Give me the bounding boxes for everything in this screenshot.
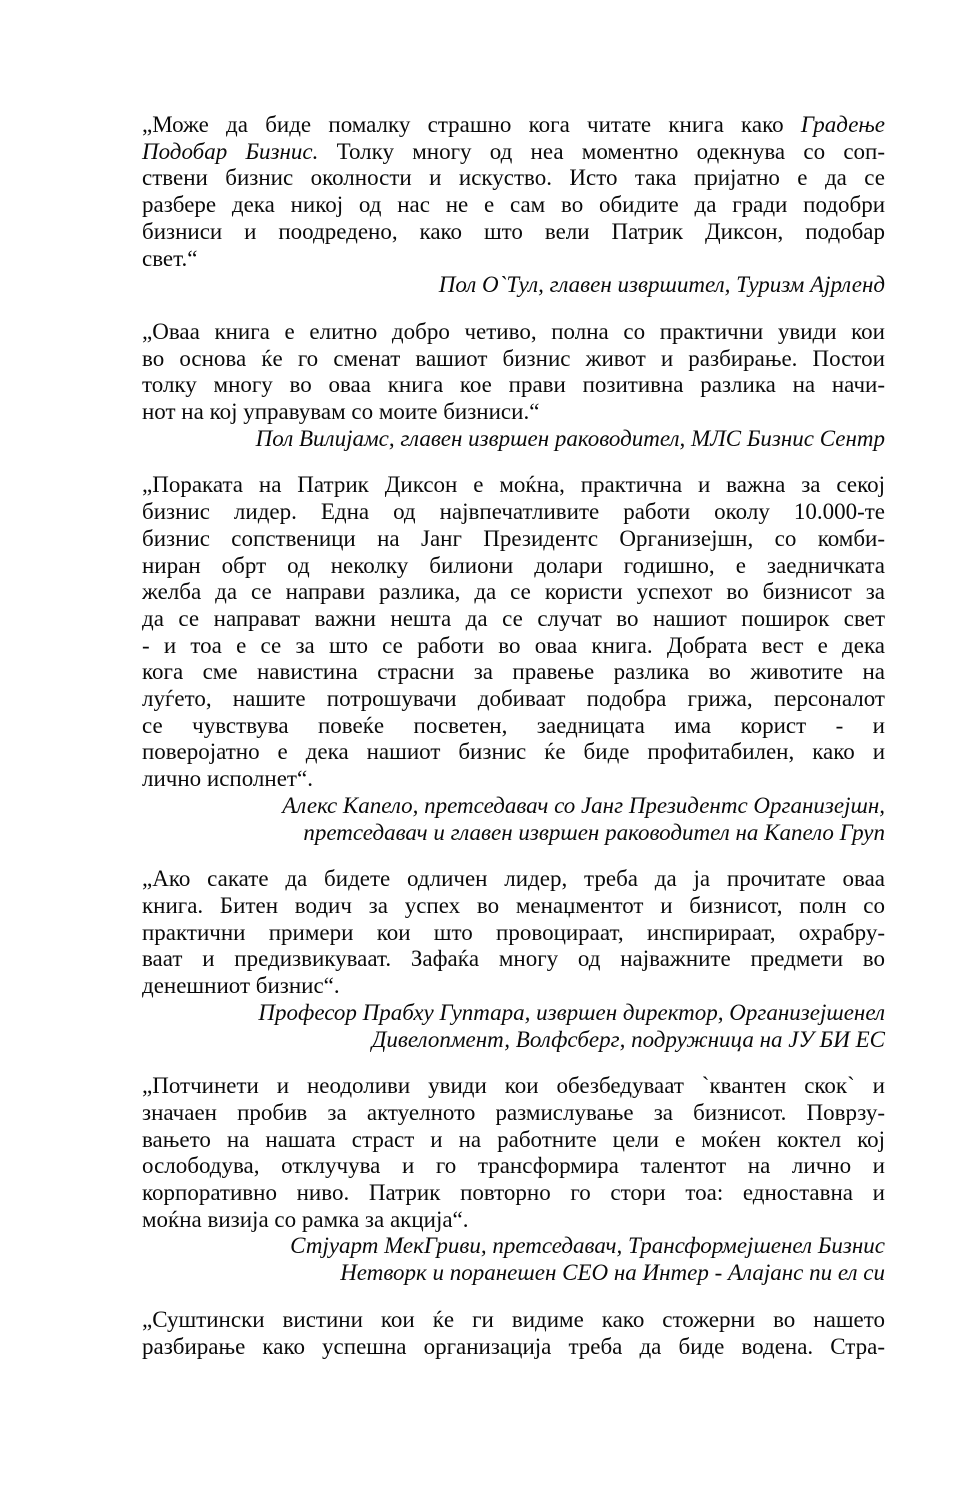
quote-line <box>142 766 885 793</box>
testimonial-block <box>142 1073 885 1287</box>
quote-text: - и тоа е се за што се работи во оваа книга. Добрата вест е дека <box>142 632 885 658</box>
attribution-line: Професор Прабху Гуптара, извршен директор, Организејшенел <box>258 999 885 1025</box>
quote-text: луѓето, нашите потрошувачи добиваат подобра грижа, персоналот <box>142 686 885 712</box>
quote-text: ваат и предизвикуваат. Зафаќа многу од најважните предмети во <box>142 946 885 972</box>
quote-line <box>142 165 885 192</box>
testimonial-block <box>142 319 885 453</box>
attribution-line: Дивелопмент, Волфсберг, подружница на ЈУ БИ ЕС <box>371 1026 885 1052</box>
quote-text: кога сме навистина страсни за правење разлика во животите на <box>142 659 885 685</box>
attribution-line: Алекс Капело, претседавач со Јанг Президентс Организејшн, <box>282 792 885 818</box>
quote-line <box>142 1307 885 1334</box>
quote-text: „Оваа книга е елитно добро четиво, полна со практични увиди кои <box>142 318 885 344</box>
quote-line <box>142 579 885 606</box>
quote-text: свет.“ <box>142 245 198 271</box>
attribution-line: Нетворк и поранешен СЕО на Интер - Алајанс пи ел си <box>340 1260 885 1286</box>
quote-text: „Суштински вистини кои ќе ги видиме како стожерни во нашето <box>142 1306 885 1332</box>
quote-text: „Потчинети и неодоливи увиди кои обезбедуваат `квантен скок` и <box>142 1073 885 1099</box>
attribution-line: Стјуарт МекГриви, претседавач, Трансформејшенел Бизнис <box>290 1233 885 1259</box>
quote-text: ослободува, отклучува и го трансформира талентот на лично и <box>142 1153 885 1179</box>
quote-line <box>142 346 885 373</box>
quote-text: практични примери кои што провоцираат, инспирираат, охрабру- <box>142 919 885 945</box>
quote-line <box>142 946 885 973</box>
quote-text: бизнис сопственици на Јанг Президентс Организејшн, со комби- <box>142 525 885 551</box>
quote-line <box>142 219 885 246</box>
book-title-italic: Подобар Бизнис. <box>142 138 319 164</box>
quote-text: желба да се направи разлика, да се користи успехот во бизнисот за <box>142 579 885 605</box>
quote-line <box>142 893 885 920</box>
quote-line <box>142 399 885 426</box>
quote-line <box>142 472 885 499</box>
quote-line <box>142 1207 885 1234</box>
quote-line <box>142 246 885 273</box>
attribution-line: Пол Вилијамс, главен извршен раководител, МЛС Бизнис Сентр <box>255 425 885 451</box>
quote-text: значаен пробив за актуелното размислување за бизнисот. Поврзу- <box>142 1099 885 1125</box>
quote-text: разбирање како успешна организација треба да биде водена. Стра- <box>142 1333 885 1359</box>
attribution-line: претседавач и главен извршен раководител на Капело Груп <box>303 819 885 845</box>
quote-line <box>142 1073 885 1100</box>
quote-text: ниран обрт од неколку билиони долари годишно, е заедничката <box>142 552 885 578</box>
quote-text: Толку многу од неа моментно одекнува со соп- <box>318 138 885 164</box>
testimonial-block <box>142 866 885 1053</box>
quote-text: вањето на нашата страст и на работните цели е моќен коктел кој <box>142 1126 885 1152</box>
quote-line <box>142 112 885 139</box>
quote-text: бизниси и поодредено, како што вели Патрик Диксон, подобар <box>142 218 885 244</box>
quote-text: моќна визија со рамка за акција“. <box>142 1206 469 1232</box>
quote-text: да се направат важни нешта да се случат во нашиот поширок свет <box>142 605 885 631</box>
quote-text: „Може да биде помалку страшно кога читате книга како <box>142 112 801 137</box>
quote-line <box>142 553 885 580</box>
book-title-italic: Градење <box>800 112 885 137</box>
quote-text: поверојатно е дека нашиот бизнис ќе биде профитабилен, како и <box>142 739 885 765</box>
quote-line <box>142 1100 885 1127</box>
quote-line <box>142 659 885 686</box>
quote-line <box>142 499 885 526</box>
quote-text: корпоративно ниво. Патрик повторно го стори тоа: едноставна и <box>142 1180 885 1206</box>
quote-text: нот на кој управувам со моите бизниси.“ <box>142 399 540 425</box>
quote-text: лично исполнет“. <box>142 766 313 792</box>
quote-line <box>142 1127 885 1154</box>
testimonial-block <box>142 472 885 846</box>
quote-text: ствени бизнис околности и искуство. Исто така пријатно е да се <box>142 165 885 191</box>
quote-line <box>142 1153 885 1180</box>
attribution-line: Пол О`Тул, главен извршител, Туризм Ајрленд <box>438 272 885 298</box>
quote-line <box>142 713 885 740</box>
quote-text: „Ако сакате да бидете одличен лидер, треба да ја прочитате оваа <box>142 866 885 892</box>
testimonial-block <box>142 112 885 299</box>
testimonial-block <box>142 1307 885 1360</box>
quote-line <box>142 920 885 947</box>
quote-text: во основа ќе го сменат вашиот бизнис живот и разбирање. Постои <box>142 345 885 371</box>
quote-line <box>142 633 885 660</box>
testimonial-list <box>142 112 885 1360</box>
quote-line <box>142 192 885 219</box>
quote-line <box>142 686 885 713</box>
quote-line <box>142 973 885 1000</box>
quote-text: разбере дека никој од нас не е сам во обидите да гради подобри <box>142 192 885 218</box>
quote-line <box>142 1334 885 1361</box>
quote-line <box>142 319 885 346</box>
quote-line <box>142 739 885 766</box>
quote-text: „Пораката на Патрик Диксон е моќна, практична и важна за секој <box>142 472 885 498</box>
quote-text: се чувствува повеќе посветен, заедницата има корист - и <box>142 712 885 738</box>
quote-text: книга. Битен водич за успех во менаџментот и бизнисот, полн со <box>142 892 885 918</box>
quote-text: денешниот бизнис“. <box>142 973 340 999</box>
quote-line <box>142 606 885 633</box>
quote-line <box>142 866 885 893</box>
quote-text: бизнис лидер. Една од највпечатливите работи околу 10.000-те <box>142 499 885 525</box>
quote-line <box>142 1180 885 1207</box>
quote-line <box>142 526 885 553</box>
quote-line <box>142 139 885 166</box>
quote-text: толку многу во оваа книга кое прави позитивна разлика на начи- <box>142 372 885 398</box>
quote-line <box>142 372 885 399</box>
